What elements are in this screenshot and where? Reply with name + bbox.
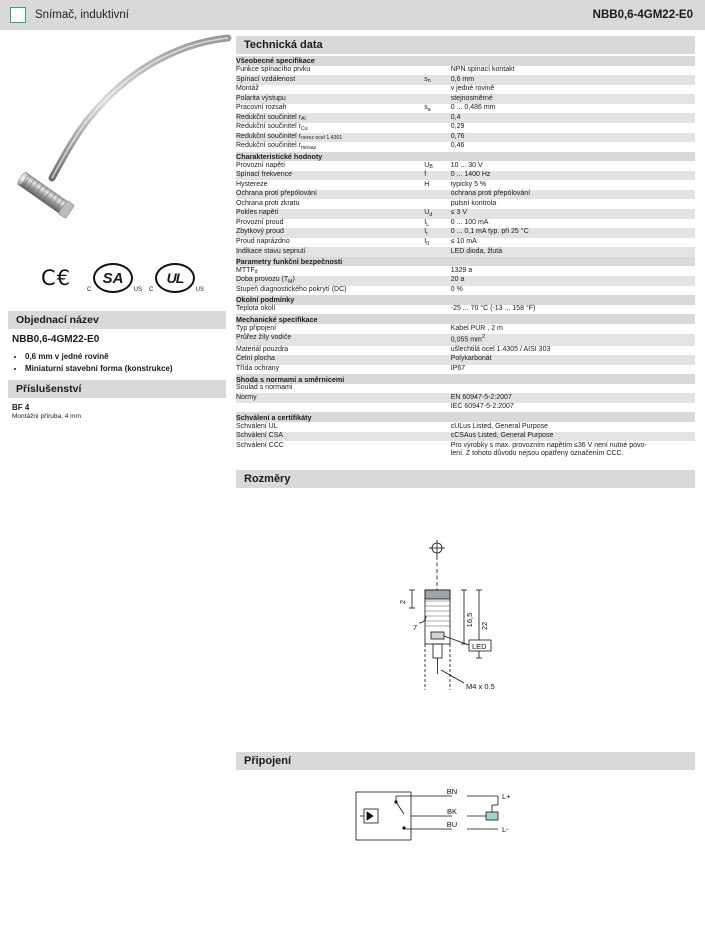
- spec-symbol: [424, 94, 450, 104]
- spec-label: Spínací frekvence: [236, 171, 424, 181]
- spec-symbol: [424, 266, 450, 276]
- spec-label: Hystereze: [236, 180, 268, 188]
- spec-label: Redukční součinitel $r_{Cu}$: [236, 123, 308, 132]
- spec-symbol: [424, 441, 450, 459]
- table-row: [236, 422, 695, 432]
- order-code: NBB0,6-4GM22-E0: [12, 334, 100, 345]
- spec-symbol: $U_B$: [424, 161, 433, 171]
- spec-label: Čelní plocha: [236, 355, 424, 365]
- list-item: • Miniaturní stavební forma (konstrukce): [25, 364, 224, 373]
- terminal-lminus: L-: [502, 824, 509, 834]
- spec-symbol: $U_d$: [424, 209, 450, 219]
- spec-label: Zbytkový proud: [236, 228, 424, 238]
- spec-label: Průřez žíly vodiče: [236, 334, 424, 346]
- svg-text:M4 x 0.5: M4 x 0.5: [466, 681, 495, 691]
- spec-value: -25 ... 70 °C (-13 ... 158 °F): [450, 305, 536, 313]
- page-header: [0, 0, 705, 30]
- table-row: [236, 75, 695, 85]
- spec-symbol: [424, 305, 450, 315]
- spec-value: stejnosměrné: [451, 94, 695, 104]
- table-row: [236, 161, 695, 171]
- spec-symbol: $s_n$: [424, 75, 450, 85]
- spec-label: Schválení CCC: [236, 441, 284, 449]
- wire-code-bn: BN: [446, 786, 458, 796]
- spec-symbol: [424, 384, 450, 394]
- table-row: [236, 393, 695, 403]
- table-row: [236, 334, 695, 346]
- connection-title: Připojení: [236, 752, 695, 770]
- list-item: • 0,6 mm v jedné rovině: [25, 352, 224, 361]
- svg-text:LED: LED: [472, 641, 487, 651]
- table-row: [236, 209, 695, 219]
- spec-label: Ochrana proti přepólování: [236, 190, 424, 200]
- spec-value: typicky 5 %: [450, 180, 487, 188]
- spec-symbol: $I_r$: [424, 228, 450, 238]
- spec-label: Ochrana proti zkratu: [236, 199, 300, 207]
- table-row: [236, 190, 695, 200]
- spec-label: Indikace stavu sepnutí: [236, 247, 424, 257]
- table-row: [236, 180, 695, 190]
- accessories-section-body: [0, 398, 232, 424]
- dimensions-title: Rozměry: [236, 470, 695, 488]
- spec-value: IP67: [450, 364, 466, 372]
- square-logo-icon: [10, 7, 26, 23]
- spec-value: 0 ... 0,1 mA typ. při 25 °C: [451, 228, 695, 238]
- spec-value: ≤ 10 mA: [450, 237, 477, 245]
- connection-drawing: [236, 772, 695, 862]
- table-row: [236, 276, 695, 286]
- spec-label: Proud naprázdno: [236, 237, 290, 245]
- spec-group-header: Všeobecné specifikace: [236, 56, 695, 66]
- table-row: [236, 228, 695, 238]
- spec-label: Stupeň diagnostického pokrytí (DC): [236, 285, 347, 293]
- spec-value: Polykarbonát: [451, 355, 695, 365]
- spec-symbol: $I_0$: [424, 237, 430, 247]
- table-row: [236, 324, 695, 334]
- spec-value: 0,055 $mm^2$: [451, 334, 695, 346]
- spec-value: cULus Listed, General Purpose: [450, 422, 549, 430]
- page-title: Snímač, induktivní: [35, 9, 129, 21]
- accessories-section-title: Příslušenství: [8, 380, 226, 398]
- table-row: [236, 113, 695, 123]
- spec-group-header: Okolní podmínky: [236, 295, 695, 305]
- spec-label: Třída ochrany: [236, 364, 280, 372]
- spec-symbol: [424, 365, 450, 375]
- spec-symbol: [424, 85, 450, 95]
- spec-value: LED dioda, žlutá: [451, 247, 695, 257]
- spec-group-header: Mechanické specifikace: [236, 314, 695, 324]
- svg-text:7: 7: [413, 622, 418, 632]
- spec-label: Redukční součinitel $r_{mosaz}$: [236, 142, 317, 152]
- spec-symbol: $s_a$: [424, 104, 431, 113]
- spec-label: Redukční součinitel $r_{nerez ocel 1.4301}$: [236, 133, 424, 143]
- table-row: [236, 133, 695, 143]
- svg-text:16,5: 16,5: [465, 612, 474, 627]
- spec-value: 0 %: [450, 285, 463, 293]
- spec-label: $MTTF_d$: [236, 266, 258, 276]
- spec-label: Teplota okolí: [236, 305, 276, 313]
- spec-group-header: Shoda s normami a směrnicemi: [236, 374, 695, 384]
- table-row: [236, 171, 695, 181]
- spec-symbol: [424, 393, 450, 403]
- table-row: [236, 403, 695, 413]
- spec-label: Pracovní rozsah: [236, 104, 287, 112]
- spec-symbol: [424, 142, 450, 152]
- spec-value: ≤ 3 V: [451, 209, 695, 219]
- svg-text:2: 2: [398, 599, 407, 604]
- spec-value: 20 a: [451, 276, 695, 286]
- spec-symbol: [424, 123, 450, 133]
- dimension-diagram: [236, 490, 696, 752]
- spec-value: 0,4: [451, 113, 695, 123]
- table-row: [236, 286, 695, 296]
- table-row: [236, 104, 695, 114]
- spec-symbol: f: [424, 171, 450, 181]
- spec-value: Pro výrobky s max. provozním napětím ≤36 V není nutné povo- lení. Z tohoto důvodu nejsou opatřeny označením CCC.: [450, 441, 647, 458]
- page-body: [0, 30, 705, 862]
- spec-symbol: [424, 133, 450, 143]
- csa-mark-icon: SA C US: [93, 263, 133, 293]
- spec-value: Kabel PUR , 2 m: [450, 324, 503, 332]
- wire-code-bu: BU: [446, 819, 458, 829]
- wire-code-bk: BK: [446, 806, 458, 816]
- table-row: [236, 355, 695, 365]
- spec-label: Redukční součinitel $r_{Al}$: [236, 113, 424, 123]
- spec-symbol: [424, 346, 450, 356]
- spec-value: 0 ... 0,486 mm: [450, 104, 496, 112]
- spec-label: Materiál pouzdra: [236, 345, 289, 353]
- terminal-lplus: L+: [502, 791, 511, 801]
- spec-symbol: [424, 324, 450, 334]
- spec-label: Pokles napětí: [236, 209, 424, 219]
- table-row: [236, 432, 695, 442]
- spec-symbol: [424, 355, 450, 365]
- table-row: [236, 199, 695, 209]
- spec-label: Typ připojení: [236, 324, 277, 332]
- approval-marks: [0, 245, 232, 311]
- spec-value: NPN spínací kontakt: [450, 66, 515, 74]
- table-row: [236, 238, 695, 248]
- table-row: [236, 441, 695, 459]
- dimensions-drawing: [236, 490, 695, 752]
- spec-label: [236, 403, 424, 413]
- spec-symbol: [424, 432, 450, 442]
- table-row: [236, 365, 695, 375]
- part-number: NBB0,6-4GM22-E0: [592, 9, 693, 21]
- product-photo: [0, 30, 232, 245]
- spec-symbol: [424, 334, 450, 346]
- spec-label: Funkce spínacího prvku: [236, 66, 311, 74]
- spec-value: 0,6 mm: [451, 75, 695, 85]
- spec-value: 10 ... 30 V: [450, 161, 483, 169]
- order-section-body: [0, 329, 232, 380]
- technical-data-title: Technická data: [236, 36, 695, 54]
- spec-group-header: Schválení a certifikáty: [236, 412, 695, 422]
- spec-value: 0,29: [450, 123, 465, 131]
- table-row: [236, 219, 695, 229]
- spec-value: [451, 384, 695, 394]
- left-column: [0, 30, 232, 424]
- accessory-name: BF 4: [12, 403, 30, 412]
- spec-group-header: Charakteristické hodnoty: [236, 152, 695, 162]
- spec-label: Montáž: [236, 85, 259, 93]
- spec-value: 1329 a: [450, 266, 473, 274]
- spec-label: Schválení UL: [236, 422, 278, 430]
- technical-data-table: [236, 56, 695, 460]
- table-row: [236, 305, 695, 315]
- table-row: [236, 247, 695, 257]
- svg-text:22: 22: [480, 621, 489, 630]
- spec-label: Spínací vzdálenost: [236, 75, 424, 85]
- spec-symbol: H: [424, 180, 430, 188]
- table-row: [236, 142, 695, 152]
- right-column: [232, 30, 705, 862]
- spec-symbol: $I_L$: [424, 218, 430, 228]
- spec-symbol: [424, 190, 450, 200]
- spec-label: Doba provozu $(T_M)$: [236, 276, 424, 286]
- spec-value: ušlechtilá ocel 1.4305 / AISI 303: [450, 345, 551, 353]
- spec-label: Polarita výstupu: [236, 94, 424, 104]
- spec-group-header: Parametry funkční bezpečnosti: [236, 257, 695, 267]
- table-row: [236, 85, 695, 95]
- table-row: [236, 266, 695, 276]
- spec-value: 0 ... 1400 Hz: [451, 171, 695, 181]
- spec-symbol: [424, 276, 450, 286]
- spec-symbol: [424, 66, 450, 76]
- spec-label: Provozní proud: [236, 218, 284, 226]
- spec-symbol: [424, 286, 450, 296]
- table-row: [236, 346, 695, 356]
- spec-value: cCSAus Listed, General Purpose: [451, 432, 695, 442]
- spec-value: IEC 60947-5-2:2007: [450, 403, 514, 411]
- spec-value: 0 ... 100 mA: [450, 218, 489, 226]
- spec-label: Soulad s normami: [236, 384, 293, 392]
- spec-label: Schválení CSA: [236, 432, 424, 442]
- spec-symbol: [424, 199, 450, 209]
- table-row: [236, 384, 695, 394]
- sensor-illustration: [0, 30, 232, 245]
- feature-list: [12, 352, 224, 373]
- spec-value: ochrana proti přepólování: [451, 190, 695, 200]
- spec-value: v jedné rovině: [450, 85, 495, 93]
- ul-mark-icon: UL C US: [155, 263, 195, 293]
- spec-value: EN 60947-5-2:2007: [451, 393, 695, 403]
- spec-symbol: [424, 422, 450, 432]
- table-row: [236, 94, 695, 104]
- connection-diagram: [236, 772, 696, 862]
- spec-symbol: [424, 247, 450, 257]
- table-row: [236, 123, 695, 133]
- spec-value: pulsní kontrola: [450, 199, 497, 207]
- spec-label: Normy: [236, 393, 424, 403]
- spec-value: 0,76: [451, 133, 695, 143]
- spec-label: Provozní napětí: [236, 161, 286, 169]
- spec-symbol: [424, 113, 450, 123]
- table-row: [236, 66, 695, 76]
- spec-symbol: [424, 403, 450, 413]
- ce-mark-icon: C€: [40, 266, 72, 290]
- spec-value: 0,46: [450, 142, 465, 150]
- accessory-description: Montážní příruba, 4 mm: [12, 413, 81, 420]
- order-section-title: Objednací název: [8, 311, 226, 329]
